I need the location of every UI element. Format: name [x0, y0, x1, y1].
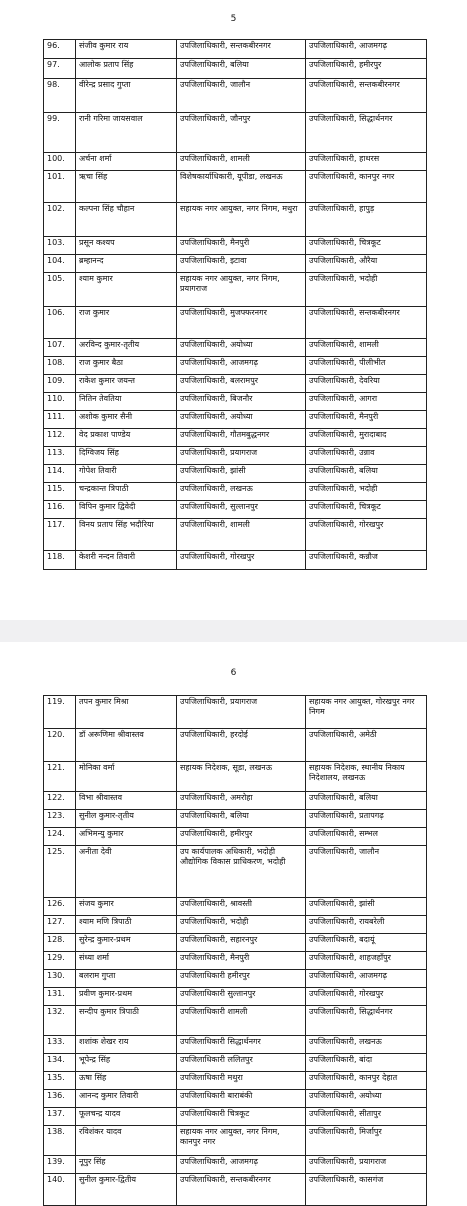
new-posting-cell: उपजिलाधिकारी, उन्नाव: [306, 447, 427, 465]
current-posting-cell: उपजिलाधिकारी, मुजफ्फरनगर: [177, 307, 306, 339]
new-posting-cell: उपजिलाधिकारी, सम्भल: [306, 828, 427, 846]
table-row: [44, 393, 427, 411]
new-posting-cell: उपजिलाधिकारी, कानपुर नगर: [306, 171, 427, 203]
new-posting-cell: उपजिलाधिकारी, बलिया: [306, 792, 427, 810]
serial-number-cell: 117.: [44, 519, 76, 551]
table-row: [44, 447, 427, 465]
new-posting-cell: उपजिलाधिकारी, देवरिया: [306, 375, 427, 393]
new-posting-cell: उपजिलाधिकारी, बांदा: [306, 1054, 427, 1072]
table-row: [44, 1108, 427, 1126]
table-row: [44, 203, 427, 237]
new-posting-cell: उपजिलाधिकारी, कानपुर देहात: [306, 1072, 427, 1090]
current-posting-cell: उपजिलाधिकारी, बलरामपुर: [177, 375, 306, 393]
serial-number-cell: 119.: [44, 696, 76, 729]
new-posting-cell: उपजिलाधिकारी, झांसी: [306, 898, 427, 916]
officer-name-cell: विपिन कुमार द्विवेदी: [76, 501, 177, 519]
table-row: [44, 916, 427, 934]
officer-name-cell: आलोक प्रताप सिंह: [76, 59, 177, 79]
officer-name-cell: श्याम कुमार: [76, 273, 177, 307]
document-page-6: [0, 642, 467, 1200]
table-row: [44, 519, 427, 551]
table-row: [44, 828, 427, 846]
serial-number-cell: 137.: [44, 1108, 76, 1126]
serial-number-cell: 111.: [44, 411, 76, 429]
officer-name-cell: चन्द्रकान्त त्रिपाठी: [76, 483, 177, 501]
serial-number-cell: 101.: [44, 171, 76, 203]
table-row: [44, 429, 427, 447]
table-row: [44, 59, 427, 79]
officer-name-cell: वेद प्रकाश पाण्डेय: [76, 429, 177, 447]
officer-name-cell: दिग्विजय सिंह: [76, 447, 177, 465]
table-row: [44, 1006, 427, 1036]
table-row: [44, 79, 427, 113]
serial-number-cell: 96.: [44, 40, 76, 59]
table-row: [44, 1156, 427, 1174]
officer-name-cell: विभा श्रीवास्तव: [76, 792, 177, 810]
current-posting-cell: उपजिलाधिकारी, झांसी: [177, 465, 306, 483]
officer-name-cell: राज कुमार: [76, 307, 177, 339]
new-posting-cell: उपजिलाधिकारी, आजमगढ़: [306, 970, 427, 988]
serial-number-cell: 110.: [44, 393, 76, 411]
serial-number-cell: 99.: [44, 113, 76, 153]
new-posting-cell: उपजिलाधिकारी, मुरादाबाद: [306, 429, 427, 447]
officer-name-cell: मोनिका वर्मा: [76, 762, 177, 792]
serial-number-cell: 100.: [44, 153, 76, 171]
new-posting-cell: उपजिलाधिकारी, सन्तकबीरनगर: [306, 79, 427, 113]
new-posting-cell: उपजिलाधिकारी, मैनपुरी: [306, 411, 427, 429]
serial-number-cell: 97.: [44, 59, 76, 79]
current-posting-cell: सहायक निदेशक, सूडा, लखनऊ: [177, 762, 306, 792]
table-row: [44, 1054, 427, 1072]
table-row: [44, 898, 427, 916]
table-row: [44, 411, 427, 429]
officer-name-cell: संजय कुमार: [76, 898, 177, 916]
officer-name-cell: अभिमन्यु कुमार: [76, 828, 177, 846]
current-posting-cell: उपजिलाधिकारी, भदोही: [177, 916, 306, 934]
officer-name-cell: संध्या शर्मा: [76, 952, 177, 970]
table-body: [44, 696, 427, 1206]
officer-name-cell: सुनील कुमार-द्वितीय: [76, 1174, 177, 1206]
table-row: [44, 255, 427, 273]
table-row: [44, 792, 427, 810]
table-row: [44, 988, 427, 1006]
new-posting-cell: उपजिलाधिकारी, सन्तकबीरनगर: [306, 307, 427, 339]
officer-name-cell: विनय प्रताप सिंह भदौरिया: [76, 519, 177, 551]
table-row: [44, 1126, 427, 1156]
table-row: [44, 501, 427, 519]
current-posting-cell: उपजिलाधिकारी ललितपुर: [177, 1054, 306, 1072]
current-posting-cell: उपजिलाधिकारी, अयोध्या: [177, 339, 306, 357]
new-posting-cell: उपजिलाधिकारी, कासगंज: [306, 1174, 427, 1206]
new-posting-cell: उपजिलाधिकारी, अमेठी: [306, 729, 427, 762]
current-posting-cell: उपजिलाधिकारी, हमीरपुर: [177, 828, 306, 846]
table-row: [44, 40, 427, 59]
table-row: [44, 1174, 427, 1206]
current-posting-cell: उपजिलाधिकारी, सहारनपुर: [177, 934, 306, 952]
current-posting-cell: उपजिलाधिकारी, गौतमबुद्धनगर: [177, 429, 306, 447]
officer-name-cell: ब्रम्हानन्द: [76, 255, 177, 273]
current-posting-cell: उपजिलाधिकारी, गोरखपुर: [177, 551, 306, 570]
serial-number-cell: 124.: [44, 828, 76, 846]
serial-number-cell: 135.: [44, 1072, 76, 1090]
serial-number-cell: 139.: [44, 1156, 76, 1174]
current-posting-cell: उपजिलाधिकारी, बलिया: [177, 810, 306, 828]
table-row: [44, 551, 427, 570]
new-posting-cell: उपजिलाधिकारी, गोरखपुर: [306, 988, 427, 1006]
officer-name-cell: आनन्द कुमार तिवारी: [76, 1090, 177, 1108]
current-posting-cell: उप कार्यपालक अधिकारी, भदोही औद्योगिक विकास प्राधिकरण, भदोही: [177, 846, 306, 898]
officer-name-cell: ऊषा सिंह: [76, 1072, 177, 1090]
table-body: [44, 40, 427, 570]
new-posting-cell: उपजिलाधिकारी, मिर्जापुर: [306, 1126, 427, 1156]
new-posting-cell: उपजिलाधिकारी, औरैया: [306, 255, 427, 273]
serial-number-cell: 106.: [44, 307, 76, 339]
new-posting-cell: सहायक निदेशक, स्थानीय निकाय निदेशालय, लखनऊ: [306, 762, 427, 792]
table-row: [44, 483, 427, 501]
officer-name-cell: प्रसून कश्यप: [76, 237, 177, 255]
table-row: [44, 357, 427, 375]
serial-number-cell: 140.: [44, 1174, 76, 1206]
serial-number-cell: 114.: [44, 465, 76, 483]
current-posting-cell: उपजिलाधिकारी, श्रावस्ती: [177, 898, 306, 916]
table-row: [44, 171, 427, 203]
current-posting-cell: उपजिलाधिकारी, इटावा: [177, 255, 306, 273]
current-posting-cell: उपजिलाधिकारी, शामली: [177, 519, 306, 551]
serial-number-cell: 121.: [44, 762, 76, 792]
table-row: [44, 846, 427, 898]
current-posting-cell: उपजिलाधिकारी बाराबंकी: [177, 1090, 306, 1108]
serial-number-cell: 122.: [44, 792, 76, 810]
new-posting-cell: उपजिलाधिकारी, शामली: [306, 339, 427, 357]
serial-number-cell: 129.: [44, 952, 76, 970]
table-row: [44, 1090, 427, 1108]
officer-name-cell: ऋचा सिंह: [76, 171, 177, 203]
new-posting-cell: सहायक नगर आयुक्त, गोरखपुर नगर निगम: [306, 696, 427, 729]
table-row: [44, 696, 427, 729]
table-row: [44, 1072, 427, 1090]
officer-name-cell: सुनील कुमार-तृतीय: [76, 810, 177, 828]
current-posting-cell: उपजिलाधिकारी सुल्तानपुर: [177, 988, 306, 1006]
officer-name-cell: राज कुमार बैठा: [76, 357, 177, 375]
serial-number-cell: 123.: [44, 810, 76, 828]
officer-name-cell: बलराम गुप्ता: [76, 970, 177, 988]
officer-name-cell: तपन कुमार मिश्रा: [76, 696, 177, 729]
current-posting-cell: उपजिलाधिकारी शामली: [177, 1006, 306, 1036]
officer-name-cell: डॉ अरूणिमा श्रीवास्तव: [76, 729, 177, 762]
officer-name-cell: गोपेश तिवारी: [76, 465, 177, 483]
table-row: [44, 729, 427, 762]
officer-name-cell: केशरी नन्दन तिवारी: [76, 551, 177, 570]
current-posting-cell: उपजिलाधिकारी, जालौन: [177, 79, 306, 113]
new-posting-cell: उपजिलाधिकारी, पीलीभीत: [306, 357, 427, 375]
current-posting-cell: उपजिलाधिकारी, लखनऊ: [177, 483, 306, 501]
transfer-table: [43, 695, 427, 1206]
new-posting-cell: उपजिलाधिकारी, भदोही: [306, 273, 427, 307]
page-separator: [0, 620, 467, 642]
new-posting-cell: उपजिलाधिकारी, प्रयागराज: [306, 1156, 427, 1174]
serial-number-cell: 130.: [44, 970, 76, 988]
current-posting-cell: उपजिलाधिकारी, सन्तकबीरनगर: [177, 40, 306, 59]
officer-name-cell: सुरेन्द्र कुमार-प्रथम: [76, 934, 177, 952]
serial-number-cell: 113.: [44, 447, 76, 465]
serial-number-cell: 128.: [44, 934, 76, 952]
new-posting-cell: उपजिलाधिकारी, अयोध्या: [306, 1090, 427, 1108]
current-posting-cell: उपजिलाधिकारी चित्रकूट: [177, 1108, 306, 1126]
new-posting-cell: उपजिलाधिकारी, भदोही: [306, 483, 427, 501]
serial-number-cell: 132.: [44, 1006, 76, 1036]
table-row: [44, 273, 427, 307]
page-number: 5: [230, 14, 237, 24]
serial-number-cell: 120.: [44, 729, 76, 762]
new-posting-cell: उपजिलाधिकारी, बलिया: [306, 465, 427, 483]
current-posting-cell: उपजिलाधिकारी, मैनपुरी: [177, 952, 306, 970]
new-posting-cell: उपजिलाधिकारी, हमीरपुर: [306, 59, 427, 79]
serial-number-cell: 134.: [44, 1054, 76, 1072]
serial-number-cell: 127.: [44, 916, 76, 934]
officer-name-cell: वीरेन्द्र प्रसाद गुप्ता: [76, 79, 177, 113]
current-posting-cell: उपजिलाधिकारी, बलिया: [177, 59, 306, 79]
current-posting-cell: उपजिलाधिकारी, प्रयागराज: [177, 696, 306, 729]
officer-name-cell: संजीव कुमार राय: [76, 40, 177, 59]
new-posting-cell: उपजिलाधिकारी, चित्रकूट: [306, 501, 427, 519]
new-posting-cell: उपजिलाधिकारी, चित्रकूट: [306, 237, 427, 255]
officer-name-cell: श्याम मणि त्रिपाठी: [76, 916, 177, 934]
serial-number-cell: 104.: [44, 255, 76, 273]
current-posting-cell: उपजिलाधिकारी सिद्धार्थनगर: [177, 1036, 306, 1054]
officer-name-cell: नूपुर सिंह: [76, 1156, 177, 1174]
table-row: [44, 465, 427, 483]
officer-name-cell: रविशंकर यादव: [76, 1126, 177, 1156]
serial-number-cell: 116.: [44, 501, 76, 519]
current-posting-cell: सहायक नगर आयुक्त, नगर निगम, मथुरा: [177, 203, 306, 237]
serial-number-cell: 136.: [44, 1090, 76, 1108]
table-row: [44, 237, 427, 255]
serial-number-cell: 115.: [44, 483, 76, 501]
current-posting-cell: उपजिलाधिकारी, आजमगढ़: [177, 1156, 306, 1174]
new-posting-cell: उपजिलाधिकारी, आगरा: [306, 393, 427, 411]
officer-name-cell: प्रवीण कुमार-प्रथम: [76, 988, 177, 1006]
officer-name-cell: राकेश कुमार जयन्त: [76, 375, 177, 393]
officer-name-cell: शशांक शेखर राय: [76, 1036, 177, 1054]
serial-number-cell: 103.: [44, 237, 76, 255]
serial-number-cell: 138.: [44, 1126, 76, 1156]
new-posting-cell: उपजिलाधिकारी, गोरखपुर: [306, 519, 427, 551]
serial-number-cell: 125.: [44, 846, 76, 898]
new-posting-cell: उपजिलाधिकारी, सिद्धार्थनगर: [306, 1006, 427, 1036]
table-row: [44, 952, 427, 970]
serial-number-cell: 108.: [44, 357, 76, 375]
officer-name-cell: भूपेन्द्र सिंह: [76, 1054, 177, 1072]
current-posting-cell: उपजिलाधिकारी, प्रयागराज: [177, 447, 306, 465]
current-posting-cell: उपजिलाधिकारी, अयोध्या: [177, 411, 306, 429]
new-posting-cell: उपजिलाधिकारी, लखनऊ: [306, 1036, 427, 1054]
serial-number-cell: 131.: [44, 988, 76, 1006]
officer-name-cell: फूलचन्द्र यादव: [76, 1108, 177, 1126]
officer-name-cell: अशोक कुमार सैनी: [76, 411, 177, 429]
officer-name-cell: कल्पना सिंह चौहान: [76, 203, 177, 237]
current-posting-cell: उपजिलाधिकारी, हरदोई: [177, 729, 306, 762]
current-posting-cell: उपजिलाधिकारी मथुरा: [177, 1072, 306, 1090]
new-posting-cell: उपजिलाधिकारी, रायबरेली: [306, 916, 427, 934]
serial-number-cell: 112.: [44, 429, 76, 447]
current-posting-cell: उपजिलाधिकारी, जौनपुर: [177, 113, 306, 153]
table-row: [44, 113, 427, 153]
current-posting-cell: उपजिलाधिकारी, शामली: [177, 153, 306, 171]
current-posting-cell: उपजिलाधिकारी हमीरपुर: [177, 970, 306, 988]
table-row: [44, 810, 427, 828]
new-posting-cell: उपजिलाधिकारी, सिद्धार्थनगर: [306, 113, 427, 153]
officer-name-cell: अर्चना शर्मा: [76, 153, 177, 171]
officer-name-cell: नितिन तेवतिया: [76, 393, 177, 411]
officer-name-cell: सन्दीप कुमार त्रिपाठी: [76, 1006, 177, 1036]
new-posting-cell: उपजिलाधिकारी, शाहजहाँपुर: [306, 952, 427, 970]
current-posting-cell: सहायक नगर आयुक्त, नगर निगम, प्रयागराज: [177, 273, 306, 307]
new-posting-cell: उपजिलाधिकारी, जालौन: [306, 846, 427, 898]
officer-name-cell: रानी गरिमा जायसवाल: [76, 113, 177, 153]
current-posting-cell: सहायक नगर आयुक्त, नगर निगम, कानपुर नगर: [177, 1126, 306, 1156]
current-posting-cell: उपजिलाधिकारी, सन्तकबीरनगर: [177, 1174, 306, 1206]
new-posting-cell: उपजिलाधिकारी, हापुड़: [306, 203, 427, 237]
new-posting-cell: उपजिलाधिकारी, प्रतापगढ़: [306, 810, 427, 828]
page-number: 6: [230, 668, 237, 678]
officer-name-cell: अनीता देवी: [76, 846, 177, 898]
new-posting-cell: उपजिलाधिकारी, सीतापुर: [306, 1108, 427, 1126]
table-row: [44, 375, 427, 393]
new-posting-cell: उपजिलाधिकारी, आजमगढ़: [306, 40, 427, 59]
serial-number-cell: 109.: [44, 375, 76, 393]
new-posting-cell: उपजिलाधिकारी, हाथरस: [306, 153, 427, 171]
current-posting-cell: उपजिलाधिकारी, सुल्तानपुर: [177, 501, 306, 519]
current-posting-cell: विशेषकार्याधिकारी, यूपीडा, लखनऊ: [177, 171, 306, 203]
officer-name-cell: अरविन्द कुमार-तृतीय: [76, 339, 177, 357]
table-row: [44, 1036, 427, 1054]
table-row: [44, 153, 427, 171]
serial-number-cell: 107.: [44, 339, 76, 357]
current-posting-cell: उपजिलाधिकारी, बिजनौर: [177, 393, 306, 411]
current-posting-cell: उपजिलाधिकारी, आजमगढ़: [177, 357, 306, 375]
new-posting-cell: उपजिलाधिकारी, बदायूं: [306, 934, 427, 952]
serial-number-cell: 105.: [44, 273, 76, 307]
table-row: [44, 970, 427, 988]
table-row: [44, 339, 427, 357]
serial-number-cell: 118.: [44, 551, 76, 570]
serial-number-cell: 126.: [44, 898, 76, 916]
table-row: [44, 762, 427, 792]
current-posting-cell: उपजिलाधिकारी, मैनपुरी: [177, 237, 306, 255]
table-row: [44, 307, 427, 339]
current-posting-cell: उपजिलाधिकारी, अमरोहा: [177, 792, 306, 810]
serial-number-cell: 98.: [44, 79, 76, 113]
new-posting-cell: उपजिलाधिकारी, कन्नौज: [306, 551, 427, 570]
table-row: [44, 934, 427, 952]
serial-number-cell: 133.: [44, 1036, 76, 1054]
serial-number-cell: 102.: [44, 203, 76, 237]
transfer-table: [43, 39, 427, 570]
